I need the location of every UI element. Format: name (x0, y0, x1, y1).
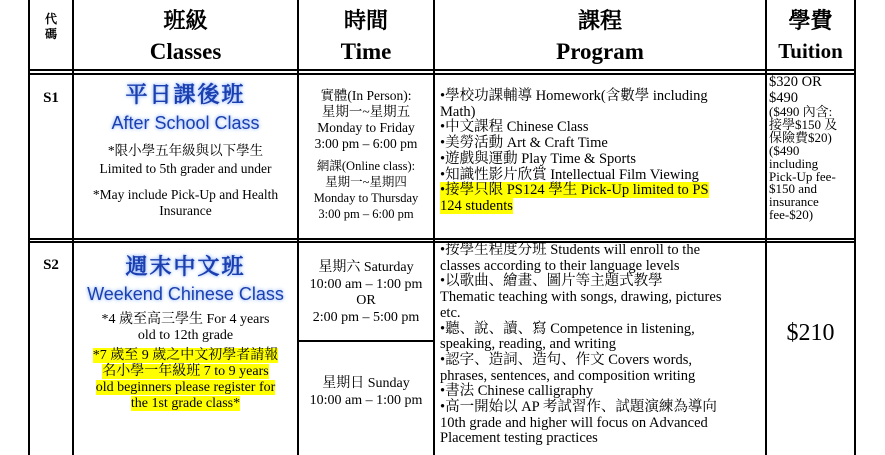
s2-note1-l2: old to 12th grade (137, 328, 234, 343)
s1-class (74, 78, 297, 219)
s1-note1-en: Limited to 5th grader and under (99, 161, 272, 176)
s2-program: •按學生程度分班 Students will enroll to the classes according to their language levels •以歌曲、繪畫、圖片等主題式教學 Thematic teaching with songs, drawing, pictures etc. •聽、說、讀、寫 Competence in listening, speaking, reading, and writing •認字、造詞、造句、作文 Covers words, phrases, sentences, and composition writing •書法 Chinese calligraphy •高一開始以 AP 考試習作、試題演練為導向 10th grade and higher will focus on Advanced Placement testing practices (440, 242, 722, 447)
header-program-zh: 課程 (577, 8, 622, 34)
s2-note1-l1: *4 歲至高三學生 For 4 years (101, 312, 270, 327)
s1-note2-l1: *May include Pick-Up and Health (92, 187, 279, 202)
header-time-en: Time (340, 39, 392, 64)
header-tuition (767, 2, 854, 68)
header-classes (74, 2, 297, 68)
s1-note1-zh: *限小學五年級與以下學生 (107, 143, 264, 158)
s2-code: S2 (43, 257, 59, 273)
s1-program: •學校功課輔導 Homework(含數學 including Math) •中文課程 Chinese Class •美勞活動 Art & Craft Time •遊戲與運動 Play Time & Sports •知識性影片欣賞 Intellectual Film Viewing •接學只限 PS124 學生 Pick-Up limited to PS 124 students (440, 89, 765, 215)
s1-pickup-highlight: •接學只限 PS124 學生 Pick-Up limited to PS (440, 182, 709, 199)
s1-note2-l2: Insurance (159, 203, 212, 218)
s2-time-sunday: 星期日 Sunday 10:00 am – 1:00 pm (309, 376, 423, 408)
s2-title-en: Weekend Chinese Class (87, 284, 284, 304)
s1-tuition: $320 OR $490 ($490 內含: 接學$150 及 保險費$20) ($490 including Pick-Up fee- $150 and insurance fee-$20) (769, 74, 838, 223)
header-program-en: Program (556, 39, 644, 64)
s2-beginner-note: *7 歲至 9 歲之中文初學者請報 名小學一年級班 7 to 9 years old beginners please register for the 1st grade class* (92, 348, 279, 411)
header-time-zh: 時間 (343, 8, 388, 34)
s1-code: S1 (43, 90, 59, 106)
s2-time-saturday: 星期六 Saturday 10:00 am – 1:00 pm OR 2:00 pm – 5:00 pm (309, 260, 423, 325)
header-tuition-zh: 學費 (788, 8, 833, 34)
s1-title-en: After School Class (111, 113, 260, 133)
header-tuition-en: Tuition (778, 39, 843, 63)
s2-tuition: $210 (786, 320, 835, 346)
header-program (435, 2, 765, 68)
header-classes-en: Classes (149, 39, 222, 64)
header-code: 代碼 (44, 12, 57, 41)
header-classes-zh: 班級 (163, 8, 208, 34)
s1-title-zh: 平日課後班 (125, 83, 246, 108)
s2-title-zh: 週末中文班 (125, 255, 246, 280)
s2-class (74, 250, 297, 412)
s1-time: 實體(In Person): 星期一~星期五 Monday to Friday 3:00 pm – 6:00 pm 網課(Online class): 星期一~星期四 Monday to Thursday 3:00 pm – 6:00 pm (313, 88, 419, 221)
header-time (299, 2, 433, 68)
